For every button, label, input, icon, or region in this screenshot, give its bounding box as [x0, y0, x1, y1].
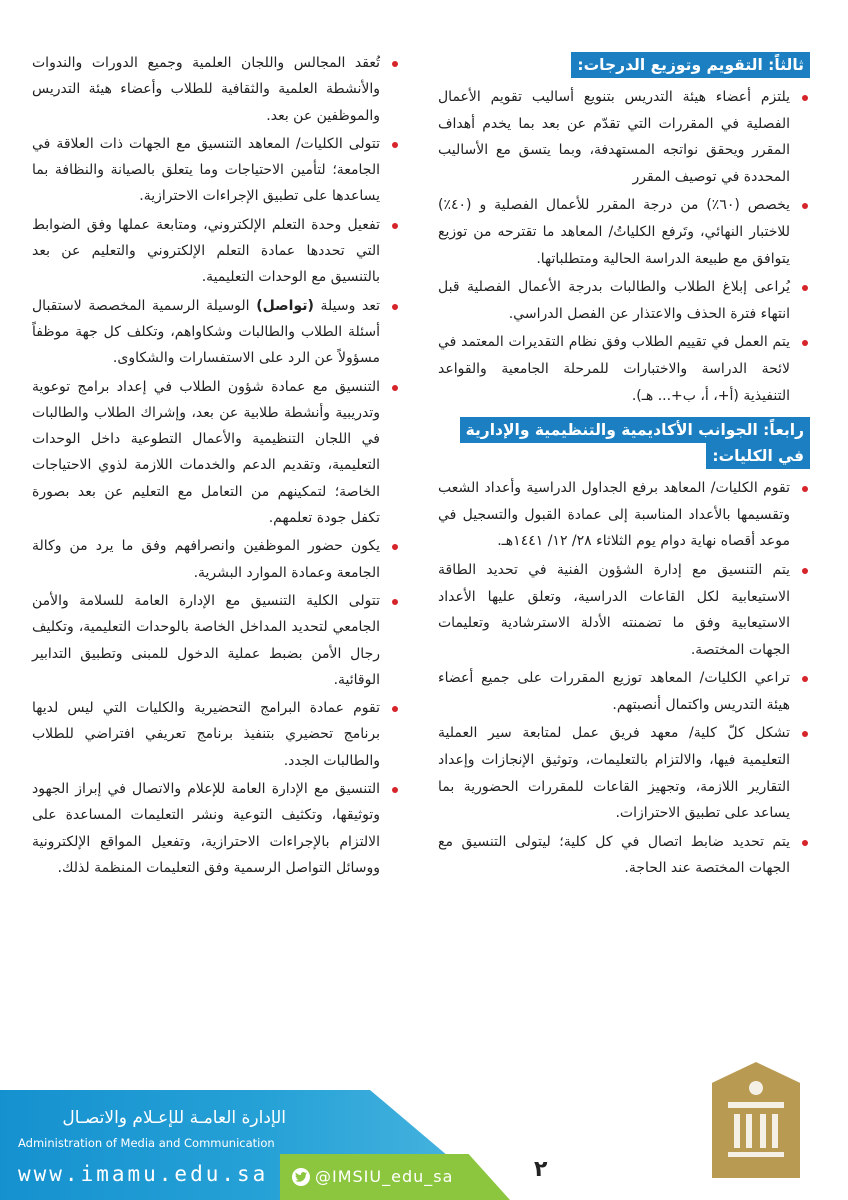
list-item: تفعيل وحدة التعلم الإلكتروني، ومتابعة عملها وفق الضوابط التي تحددها عمادة التعلم الإلكتروني والتعليم عن بعد بالتنسيق مع الوحدات التعليمية. — [32, 212, 400, 291]
list-item: تراعي الكليات/ المعاهد توزيع المقررات على جميع أعضاء هيئة التدريس واكتمال أنصبتهم. — [438, 665, 810, 718]
left-list — [32, 50, 400, 881]
list-item: تتولى الكلية التنسيق مع الإدارة العامة للسلامة والأمن الجامعي لتحديد المداخل الخاصة بالوحدات التعليمية، وتكليف رجال الأمن بضبط عملية الدخول للمبنى وتطبيق التدابير الوقائية. — [32, 588, 400, 693]
section3-heading: ثالثاً: التقويم وتوزيع الدرجات: — [571, 52, 810, 78]
right-column — [438, 50, 810, 884]
bullet-icon — [392, 544, 398, 550]
bullet-icon — [802, 486, 808, 492]
bullet-icon — [392, 142, 398, 148]
list-item: التنسيق مع الإدارة العامة للإعلام والاتصال في إبراز الجهود وتوثيقها، وتكثيف التوعية ونشر التعليمات المساعدة على الالتزام بالإجراءات الاحترازية، وتفعيل المواقع الإلكترونية ووسائل التواصل الرسمية وفق التعليمات المنظمة لذلك. — [32, 776, 400, 881]
list-item: يتم العمل في تقييم الطلاب وفق نظام التقديرات المعتمد في لائحة الدراسة والاختبارات للمرحلة الجامعية والقواعد التنفيذية (أ+، أ، ب+... هـ). — [438, 329, 810, 409]
bullet-icon — [802, 203, 808, 209]
university-emblem-icon — [712, 1062, 800, 1178]
bullet-icon — [802, 568, 808, 574]
website-link[interactable]: www.imamu.edu.sa — [18, 1162, 269, 1186]
bullet-icon — [392, 599, 398, 605]
section4-list — [438, 475, 810, 882]
list-item: تتولى الكليات/ المعاهد التنسيق مع الجهات ذات العلاقة في الجامعة؛ لتأمين الاحتياجات وما يتعلق بالصيانة والنظافة بما يساعدها على تطبيق الإجراءات الاحترازية. — [32, 131, 400, 210]
bullet-icon — [802, 731, 808, 737]
bullet-icon — [392, 61, 398, 67]
bullet-icon — [802, 285, 808, 291]
left-column — [32, 50, 400, 883]
footer-dept-arabic: الإدارة العامـة للإعـلام والاتصـال — [62, 1108, 286, 1128]
list-item: يتم تحديد ضابط اتصال في كل كلية؛ ليتولى التنسيق مع الجهات المختصة عند الحاجة. — [438, 829, 810, 882]
list-item: التنسيق مع عمادة شؤون الطلاب في إعداد برامج توعوية وتدريبية وأنشطة طلابية عن بعد، وإشراك الطلاب والطالبات في اللجان التنظيمية والأعمال التطوعية داخل الوحدات التعليمية، وتقديم الدعم والخدمات اللازمة لذوي الاحتياجات الخاصة؛ لتمكينهم من التعامل مع التعليم عن بعد بصورة تكفل جودة تعلمهم. — [32, 374, 400, 532]
bullet-icon — [802, 840, 808, 846]
bullet-icon — [392, 385, 398, 391]
bullet-icon — [802, 676, 808, 682]
section3-list — [438, 84, 810, 409]
list-item: يلتزم أعضاء هيئة التدريس بتنويع أساليب تقويم الأعمال الفصلية في المقررات التي تقدّم عن بعد بما يخدم أهداف المقرر ويحقق نواتجه المستهدفة، وبما يتسق مع الأساليب المحددة في توصيف المقرر — [438, 84, 810, 190]
list-item: يتم التنسيق مع إدارة الشؤون الفنية في تحديد الطاقة الاستيعابية لكل القاعات الدراسية، وتعلق عليها الأعداد الاستيعابية وفق ما تضمنته الأدلة الاسترشادية وتعليمات الجهات المختصة. — [438, 557, 810, 663]
bullet-icon — [392, 706, 398, 712]
list-item: يُراعى إبلاغ الطلاب والطالبات بدرجة الأعمال الفصلية قبل انتهاء فترة الحذف والاعتذار عن الفصل الدراسي. — [438, 274, 810, 327]
bullet-icon — [802, 95, 808, 101]
list-item: تقوم عمادة البرامج التحضيرية والكليات التي ليس لديها برنامج تحضيري بتنفيذ برنامج تعريفي افتراضي للطلاب والطالبات الجدد. — [32, 695, 400, 774]
bullet-icon — [392, 787, 398, 793]
bullet-icon — [392, 304, 398, 310]
section4-heading: رابعاً: الجوانب الأكاديمية والتنظيمية والإدارية — [460, 417, 810, 443]
list-item: تقوم الكليات/ المعاهد برفع الجداول الدراسية وأعداد الشعب وتقسيمها بالأعداد المناسبة إلى عمادة القبول والتسجيل في موعد أقصاه نهاية دوام يوم الثلاثاء ٢٨/ ١٢/ ١٤٤١هـ. — [438, 475, 810, 555]
list-item: تُعقد المجالس واللجان العلمية وجميع الدورات والندوات والأنشطة العلمية والثقافية للطلاب وأعضاء هيئة التدريس والموظفين عن بعد. — [32, 50, 400, 129]
list-item: تشكل كلّ كلية/ معهد فريق عمل لمتابعة سير العملية التعليمية فيها، والالتزام بالتعليمات، وتوثيق الإنجازات وإعداد التقارير اللازمة، وتجهيز القاعات للمقررات الحضورية بما يساعد على تطبيق الاحترازات. — [438, 720, 810, 826]
footer-dept-english: Administration of Media and Communication — [18, 1136, 275, 1150]
page-number: ٢ — [534, 1157, 548, 1182]
section4-heading-line2: في الكليات: — [706, 443, 810, 469]
list-item: تعد وسيلة (تواصل) الوسيلة الرسمية المخصصة لاستقبال أسئلة الطلاب والطالبات وشكاواهم، وتكلف كل جهة موظفاً مسؤولاً عن الرد على الاستفسارات والشكاوى. — [32, 293, 400, 372]
list-item: يخصص (٦٠٪) من درجة المقرر للأعمال الفصلية و (٤٠٪) للاختبار النهائي، وتَرفع الكلياتُ/ المعاهد ما تقترحه من توزيع يتوافق مع طبيعة الدراسة الحالية ومتطلباتها. — [438, 192, 810, 272]
tawasul-name: (تواصل) — [256, 297, 314, 314]
twitter-handle[interactable]: @IMSIU_edu_sa — [292, 1167, 453, 1186]
list-item: يكون حضور الموظفين وانصرافهم وفق ما يرد من وكالة الجامعة وعمادة الموارد البشرية. — [32, 533, 400, 586]
bullet-icon — [392, 223, 398, 229]
twitter-icon — [292, 1168, 310, 1186]
bullet-icon — [802, 340, 808, 346]
